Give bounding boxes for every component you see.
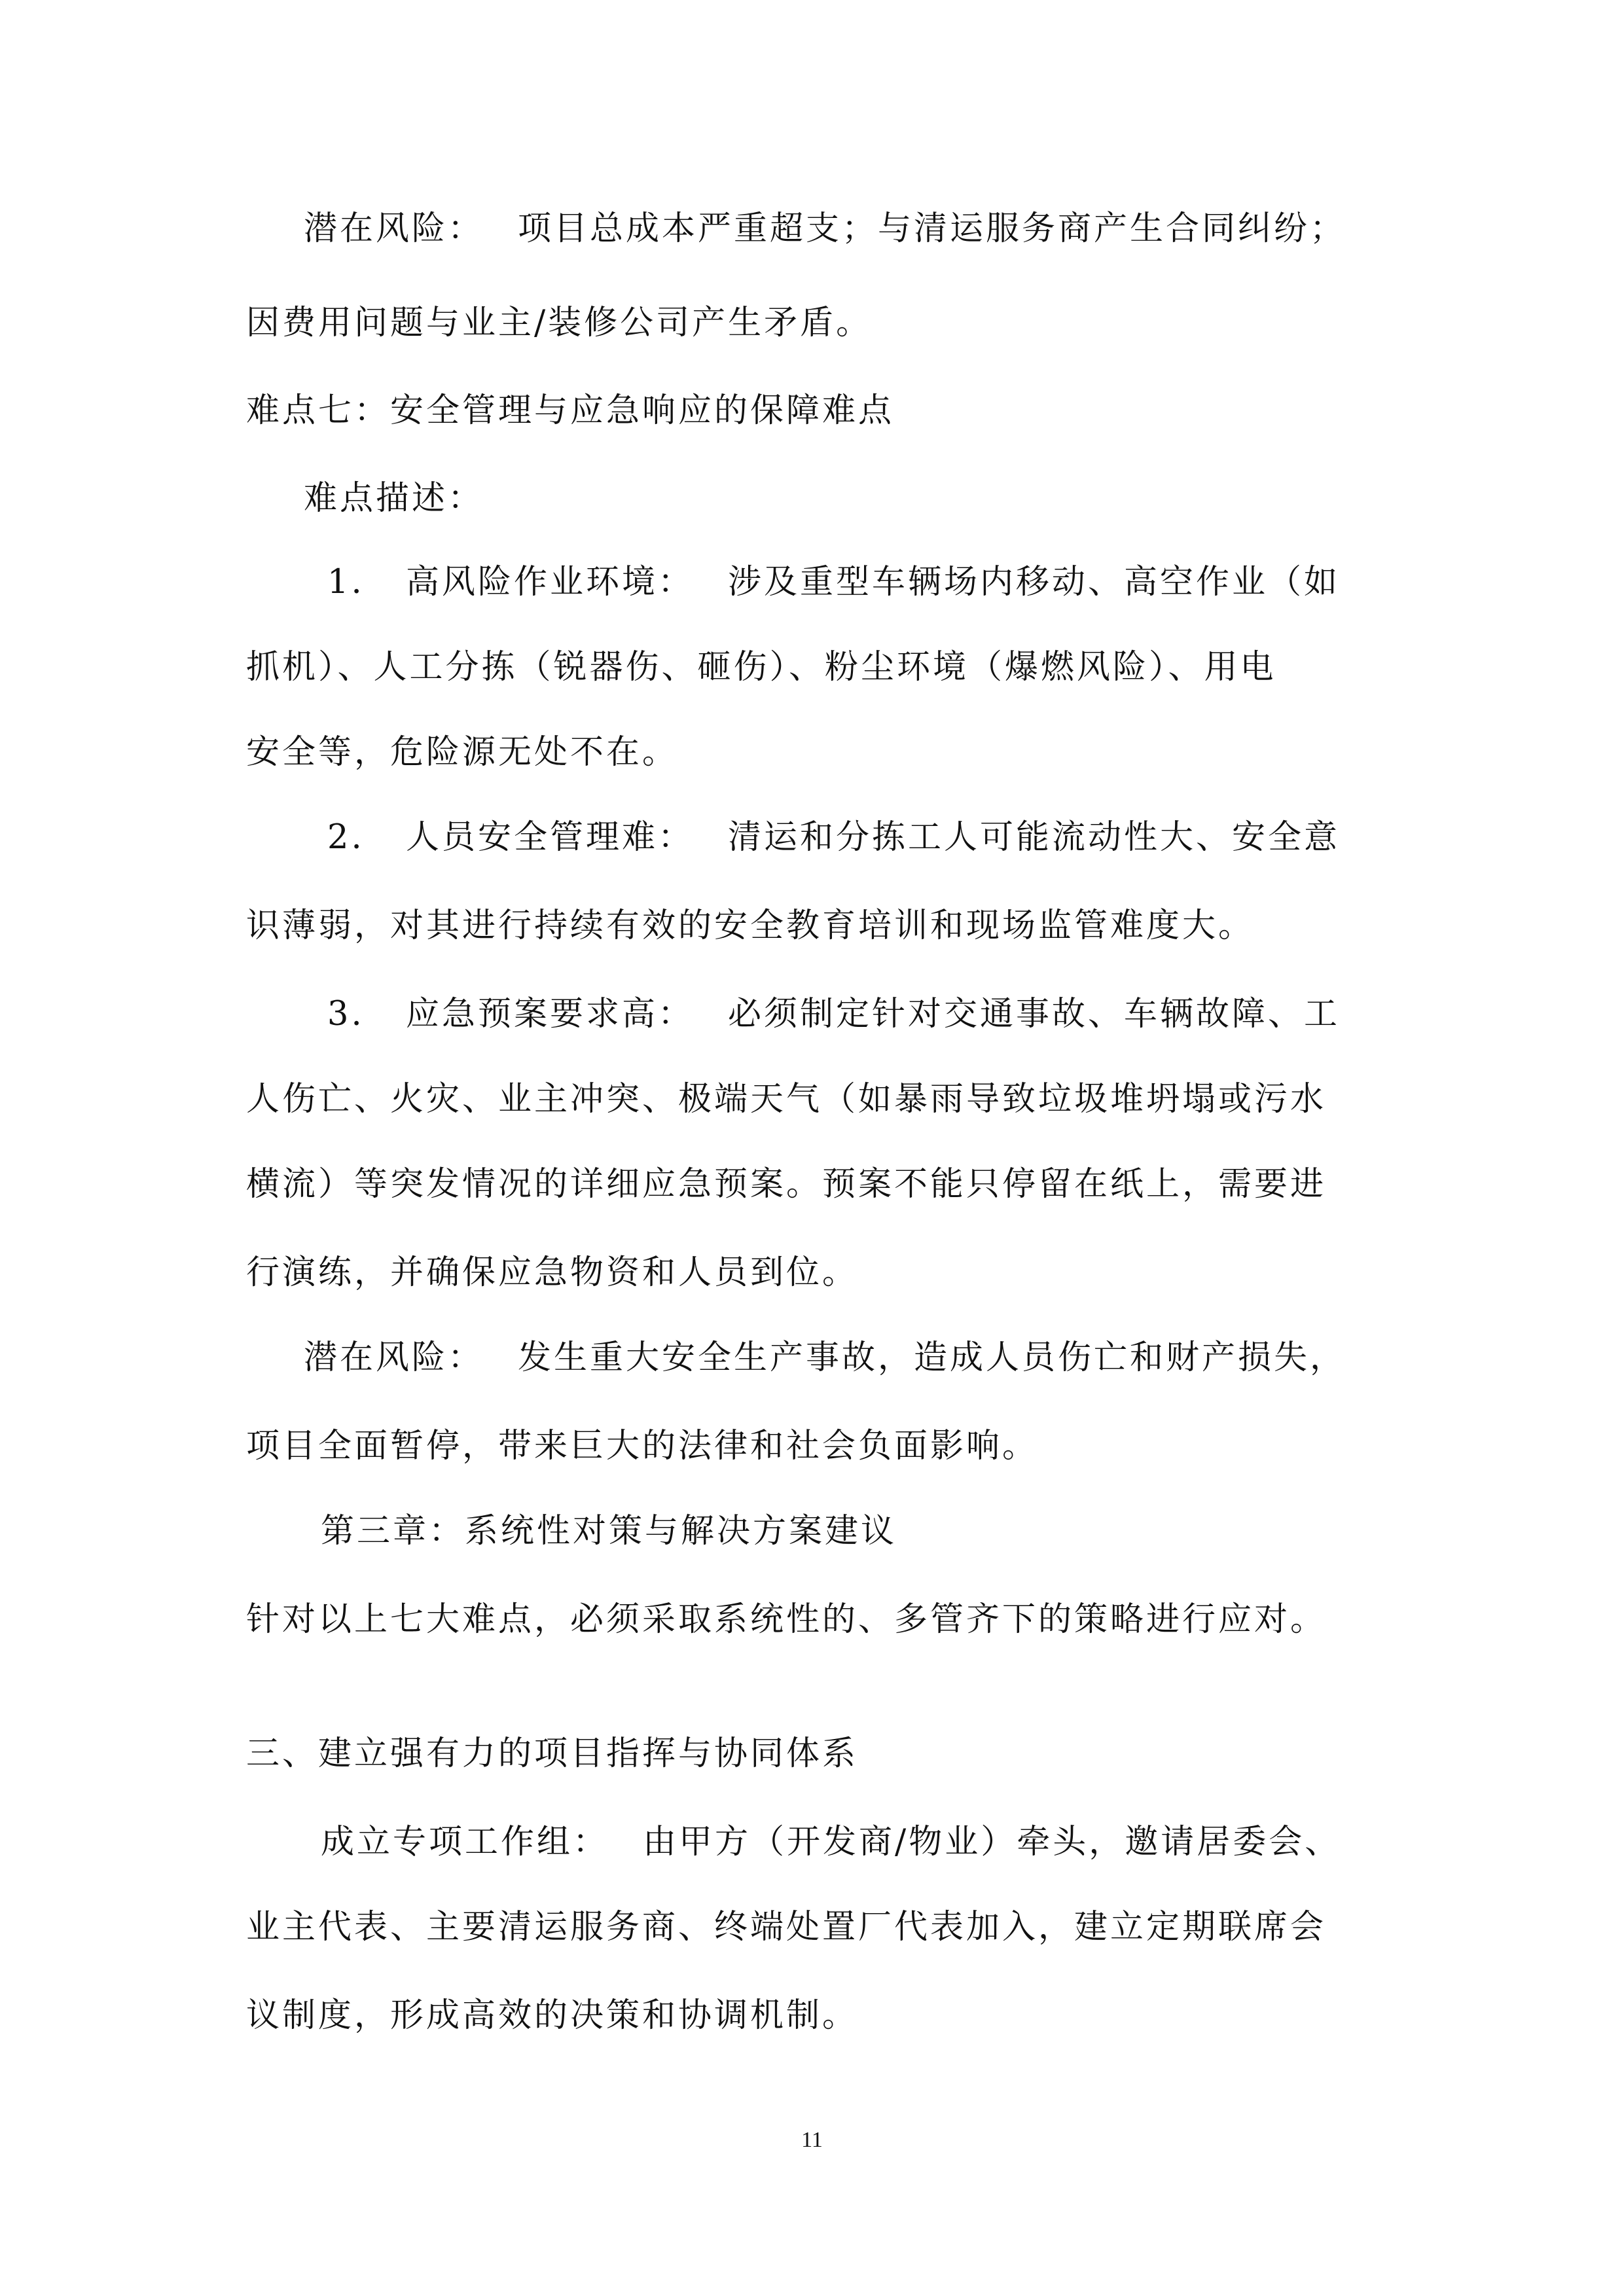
item-3-line-3: 横流）等突发情况的详细应急预案。预案不能只停留在纸上，需要进 <box>246 1165 1327 1204</box>
difficulty-7-heading: 难点七：安全管理与应急响应的保障难点 <box>246 391 895 430</box>
item-3-text: 必须制定针对交通事故、车辆故障、工 <box>728 995 1341 1033</box>
chapter-3-intro: 针对以上七大难点，必须采取系统性的、多管齐下的策略进行应对。 <box>246 1600 1327 1639</box>
risk-paragraph-line-1 <box>304 206 1346 252</box>
item-1-line-1 <box>321 560 1340 605</box>
section-3-label: 成立专项工作组： <box>321 1823 609 1861</box>
difficulty-description-label: 难点描述： <box>304 479 484 518</box>
difficulty-7-risk-text: 发生重大安全生产事故，造成人员伤亡和财产损失， <box>518 1338 1346 1377</box>
section-3-text: 由甲方（开发商/物业）牵头，邀请居委会、 <box>643 1823 1341 1861</box>
item-1-line-2: 抓机）、人工分拣（锐器伤、砸伤）、粉尘环境（爆燃风险）、用电 <box>246 648 1276 687</box>
item-2-number: 2. <box>327 818 365 857</box>
item-3-line-2: 人伤亡、火灾、业主冲突、极端天气（如暴雨导致垃圾堆坍塌或污水 <box>246 1080 1327 1119</box>
item-3-label: 应急预案要求高： <box>406 995 695 1033</box>
item-2-label: 人员安全管理难： <box>406 818 695 857</box>
item-2-line-2: 识薄弱，对其进行持续有效的安全教育培训和现场监管难度大。 <box>246 906 1255 945</box>
section-3-line-2: 业主代表、主要清运服务商、终端处置厂代表加入，建立定期联席会 <box>246 1908 1327 1946</box>
section-3-line-1 <box>321 1820 1341 1865</box>
item-1-text: 涉及重型车辆场内移动、高空作业（如 <box>728 563 1341 601</box>
difficulty-7-risk-label: 潜在风险： <box>304 1338 484 1377</box>
item-1-label: 高风险作业环境： <box>406 563 695 601</box>
item-3-line-4: 行演练，并确保应急物资和人员到位。 <box>246 1253 859 1292</box>
risk-text: 项目总成本严重超支；与清运服务商产生合同纠纷； <box>518 209 1346 248</box>
item-1-number: 1. <box>327 563 365 601</box>
section-3-line-3: 议制度，形成高效的决策和协调机制。 <box>246 1996 859 2035</box>
difficulty-7-risk-line-2: 项目全面暂停，带来巨大的法律和社会负面影响。 <box>246 1427 1039 1465</box>
item-3-number: 3. <box>327 995 365 1033</box>
page-number: 11 <box>801 2128 823 2152</box>
section-3-heading: 三、建立强有力的项目指挥与协同体系 <box>246 1734 859 1773</box>
item-3-line-1 <box>321 992 1340 1037</box>
item-2-text: 清运和分拣工人可能流动性大、安全意 <box>728 818 1341 857</box>
item-2-line-1 <box>321 815 1340 861</box>
difficulty-7-risk-line-1 <box>304 1335 1346 1381</box>
chapter-3-heading: 第三章：系统性对策与解决方案建议 <box>321 1512 897 1551</box>
item-1-line-3: 安全等，危险源无处不在。 <box>246 733 679 772</box>
risk-paragraph-line-2: 因费用问题与业主/装修公司产生矛盾。 <box>246 304 873 342</box>
risk-label: 潜在风险： <box>304 209 484 248</box>
